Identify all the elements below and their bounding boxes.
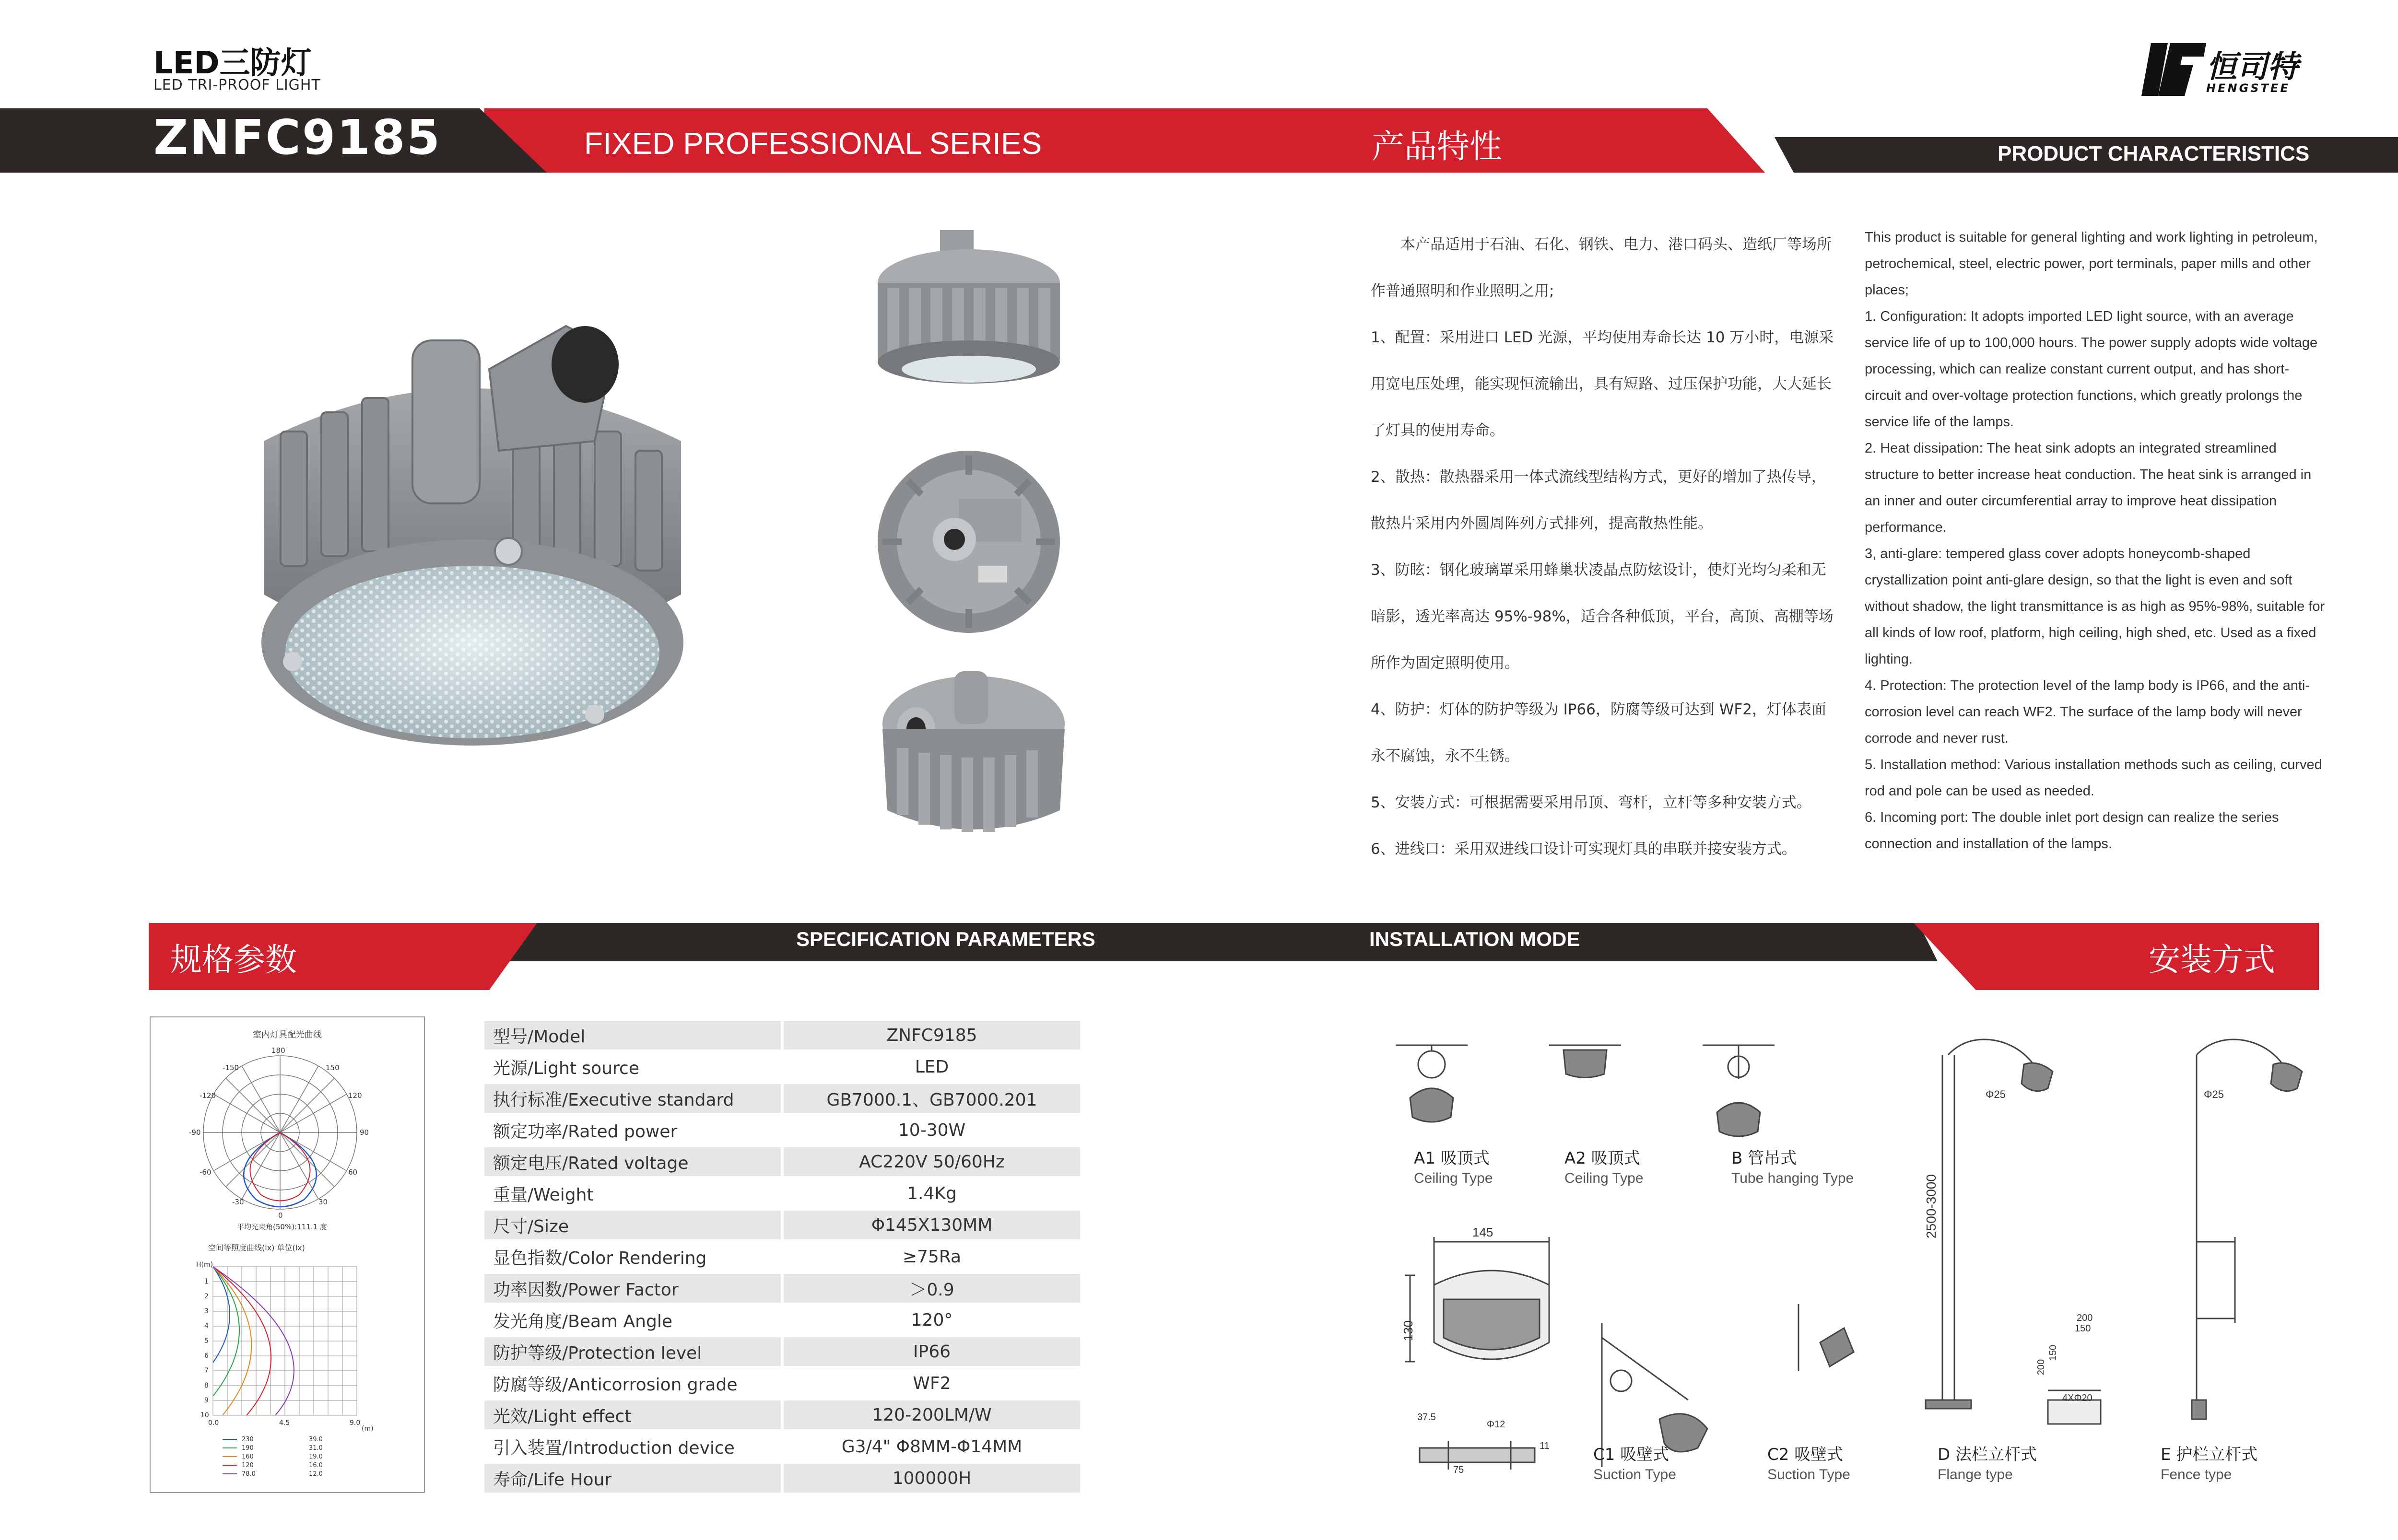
spec-row (484, 1021, 1080, 1050)
polar-angle-label: 30 (318, 1198, 328, 1206)
section-band (0, 923, 2398, 990)
characteristics-cn-item: 6、进线口：采用双进线口设计可实现灯具的串联并接安装方式。 (1371, 840, 1797, 858)
spec-key: 型号/Model (484, 1021, 781, 1050)
dimension-pole-d2: Φ25 (2204, 1088, 2224, 1100)
spec-value: 1.4Kg (781, 1179, 1080, 1208)
characteristics-en-item: 4. Protection: The protection level of the lamp body is IP66, and the anti-corrosion level can reach WF2. The surface of the lamp body will never corrode and never rust. (1865, 678, 2310, 746)
polar-angle-label: -120 (200, 1091, 216, 1100)
polar-angle-label: -150 (223, 1063, 239, 1072)
dimension-base-h: 11 (1540, 1441, 1550, 1451)
spec-value: ≥75Ra (781, 1242, 1080, 1271)
grid-legend-value: 230 (242, 1436, 254, 1443)
install-caption-en: Fence type (2161, 1467, 2232, 1482)
install-caption-en: Ceiling Type (1564, 1170, 1644, 1186)
spec-key: 光源/Light source (493, 1058, 639, 1078)
grid-legend-value: 190 (242, 1445, 254, 1452)
brand-name-en: HENGSTEE (2206, 82, 2290, 95)
hengstee-logo-icon (2137, 38, 2209, 103)
product-top-view-image (868, 446, 1070, 638)
install-caption-en: Suction Type (1767, 1467, 1850, 1482)
install-caption (1414, 1145, 1493, 1187)
spec-key: 光效/Light effect (484, 1400, 781, 1429)
characteristics-en-item: 2. Heat dissipation: The heat sink adopts an integrated streamlined structure to better increase heat conduction. The heat sink is arranged in an inner and outer circumferential array to improve heat dissipation performance. (1865, 441, 2312, 535)
product-side-view-image (863, 225, 1074, 403)
dimension-width: 145 (1472, 1225, 1493, 1239)
grid-legend-value: 31.0 (309, 1445, 323, 1452)
spec-key: 防腐等级/Anticorrosion grade (493, 1375, 738, 1395)
polar-angle-label: 180 (271, 1046, 285, 1055)
install-caption-en: Suction Type (1593, 1467, 1676, 1482)
spec-table (484, 1018, 1080, 1495)
spec-key: 执行标准/Executive standard (484, 1084, 781, 1113)
install-caption (1938, 1441, 2037, 1483)
spec-value: 120° (781, 1306, 1080, 1334)
spec-key: 显色指数/Color Rendering (493, 1248, 707, 1268)
characteristics-title-en: PRODUCT CHARACTERISTICS (1998, 142, 2310, 165)
polar-angle-label: -30 (232, 1198, 244, 1206)
spec-value: ZNFC9185 (781, 1021, 1080, 1050)
grid-y-tick: 3 (204, 1307, 209, 1315)
grid-y-tick: 1 (204, 1278, 209, 1285)
spec-key: 重量/Weight (493, 1185, 594, 1205)
spec-key: 功率因数/Power Factor (484, 1274, 781, 1303)
polar-angle-label: -90 (189, 1128, 201, 1137)
spec-row (484, 1052, 1080, 1081)
grid-y-tick: 10 (200, 1412, 209, 1419)
spec-key: 尺寸/Size (484, 1211, 781, 1239)
polar-light-distribution-chart (151, 1041, 424, 1233)
install-caption (1767, 1441, 1850, 1483)
spec-value: LED (781, 1052, 1080, 1081)
grid-legend-value: 19.0 (309, 1453, 323, 1460)
characteristics-en-item: 3, anti-glare: tempered glass cover adopts honeycomb-shaped crystallization point anti-glare design, so that the light is even and soft without shadow, the light transmittance is as high as 95%-98%, suitable for all kinds of low roof, platform, high ceiling, high shed, etc. Used as a fixed lighting. (1865, 546, 2325, 667)
grid-legend-value: 16.0 (309, 1462, 323, 1469)
characteristics-cn-intro: 本产品适用于石油、石化、钢铁、电力、港口码头、造纸厂等场所作普通照明和作业照明之用; (1371, 236, 1832, 300)
grid-legend-value: 78.0 (242, 1470, 256, 1478)
spec-value: IP66 (781, 1337, 1080, 1366)
spec-row (484, 1211, 1080, 1239)
spec-row (484, 1084, 1080, 1113)
spec-row (484, 1369, 1080, 1398)
grid-y-tick: 5 (204, 1337, 209, 1345)
install-title-cn: 安装方式 (2149, 941, 2275, 978)
grid-legend-value: 39.0 (309, 1436, 323, 1443)
install-caption-cn: C1 吸壁式 (1593, 1445, 1669, 1464)
spec-row (484, 1242, 1080, 1271)
polar-chart-title: 室内灯具配光曲线 (253, 1030, 322, 1040)
characteristics-cn-block (1371, 222, 1836, 873)
spec-value: WF2 (781, 1369, 1080, 1398)
dimension-pole-d1: Φ25 (1986, 1088, 2006, 1100)
model-number: ZNFC9185 (153, 109, 442, 165)
polar-angle-label: 120 (348, 1091, 362, 1100)
spec-value: 120-200LM/W (781, 1400, 1080, 1429)
install-caption (1564, 1145, 1644, 1187)
photometric-charts-panel (150, 1016, 425, 1493)
dimension-base-hole: Φ12 (1487, 1419, 1505, 1430)
grid-y-tick: 4 (204, 1322, 209, 1330)
characteristics-cn-item: 5、安装方式：可根据需要采用吊顶、弯杆，立杆等多种安装方式。 (1371, 794, 1811, 811)
grid-legend-value: 120 (242, 1462, 254, 1469)
grid-legend-value: 12.0 (309, 1470, 323, 1478)
install-caption (2161, 1441, 2257, 1483)
spec-row (484, 1337, 1080, 1366)
spec-row (484, 1306, 1080, 1334)
grid-x-tick: 9.0 (350, 1419, 361, 1427)
install-caption-cn: E 护栏立杆式 (2161, 1445, 2258, 1464)
grid-y-tick: 2 (204, 1293, 209, 1300)
characteristics-en-item: 1. Configuration: It adopts imported LED light source, with an average service life of up to 100,000 hours. The power supply adopts wide voltage processing, which can realize constant current output, and has short-circuit and over-voltage protection functions, which greatly prolongs the service life of the lamps. (1865, 309, 2318, 430)
characteristics-en-item: 6. Incoming port: The double inlet port design can realize the series connection and installation of the lamps. (1865, 810, 2279, 852)
product-angle-view-image (873, 666, 1074, 849)
grid-x-tick: 0.0 (208, 1419, 219, 1427)
dimension-flange-h2: 150 (2048, 1344, 2059, 1361)
install-caption-en: Tube hanging Type (1731, 1170, 1854, 1186)
polar-chart-note: 平均光束角(50%):111.1 度 (237, 1223, 327, 1231)
spec-key: 引入装置/Introduction device (493, 1438, 735, 1458)
characteristics-cn-item: 3、防眩：钢化玻璃罩采用蜂巢状凌晶点防炫设计，使灯光均匀柔和无暗影，透光率高达 95%-98%，适合各种低顶，平台，高顶、高棚等场所作为固定照明使用。 (1371, 561, 1834, 672)
characteristics-en-item: 5. Installation method: Various installation methods such as ceiling, curved rod and pole can be used as needed. (1865, 757, 2322, 799)
polar-angle-label: 0 (278, 1211, 283, 1220)
spec-title-en: SPECIFICATION PARAMETERS (796, 928, 1095, 950)
spec-row (484, 1464, 1080, 1493)
spec-value: Φ145X130MM (781, 1211, 1080, 1239)
spec-row (484, 1400, 1080, 1429)
spec-value: ＞0.9 (781, 1274, 1080, 1303)
spec-row (484, 1274, 1080, 1303)
characteristics-en-block (1865, 224, 2325, 857)
dimension-flange-w: 200 (2077, 1313, 2093, 1323)
spec-row (484, 1432, 1080, 1461)
brand-name-cn: 恒司特 (2206, 49, 2298, 85)
install-title-en: INSTALLATION MODE (1369, 928, 1580, 950)
spec-value: 10-30W (781, 1116, 1080, 1144)
install-caption-en: Ceiling Type (1414, 1170, 1493, 1186)
spec-title-cn: 规格参数 (170, 941, 297, 978)
install-caption-cn: C2 吸壁式 (1767, 1445, 1844, 1464)
dimension-height: 130 (1401, 1320, 1416, 1342)
spec-value: G3/4" Φ8MM-Φ14MM (781, 1432, 1080, 1461)
polar-angle-label: 60 (348, 1168, 358, 1177)
polar-angle-label: 150 (326, 1063, 340, 1072)
spec-value: AC220V 50/60Hz (781, 1147, 1080, 1176)
dimension-pole-height: 2500-3000 (1923, 1174, 1939, 1238)
spec-key: 寿命/Life Hour (484, 1464, 781, 1493)
grid-x-tick: 4.5 (279, 1419, 290, 1427)
install-caption-cn: B 管吊式 (1731, 1149, 1797, 1168)
series-name: FIXED PROFESSIONAL SERIES (584, 126, 1042, 161)
grid-y-tick: 6 (204, 1352, 209, 1360)
grid-y-tick: 8 (204, 1382, 209, 1389)
grid-y-tick: 9 (204, 1397, 209, 1404)
spec-value: GB7000.1、GB7000.201 (781, 1084, 1080, 1113)
spec-row (484, 1147, 1080, 1176)
spec-row (484, 1179, 1080, 1208)
grid-chart-title: 空间等照度曲线(lx) 单位(lx) (208, 1243, 305, 1252)
category-title-en: LED TRI-PROOF LIGHT (153, 77, 321, 93)
install-caption-cn: A2 吸顶式 (1564, 1149, 1640, 1168)
grid-y-axis-label: H(m) (196, 1261, 213, 1269)
install-caption-cn: A1 吸顶式 (1414, 1149, 1490, 1168)
grid-x-axis-label: (m) (362, 1425, 374, 1433)
dimension-base-a: 37.5 (1417, 1412, 1436, 1423)
dimension-base-w: 75 (1453, 1465, 1464, 1475)
spec-key: 额定功率/Rated power (493, 1121, 678, 1142)
grid-y-tick: 7 (204, 1367, 209, 1375)
spec-row (484, 1116, 1080, 1144)
category-title-cn: LED三防灯 (153, 46, 312, 81)
install-caption-en: Flange type (1938, 1467, 2013, 1482)
polar-angle-label: 90 (360, 1128, 369, 1137)
characteristics-cn-item: 4、防护：灯体的防护等级为 IP66，防腐等级可达到 WF2，灯体表面永不腐蚀，永不生锈。 (1371, 701, 1826, 765)
install-caption-cn: D 法栏立杆式 (1938, 1445, 2037, 1464)
characteristics-en-intro: This product is suitable for general lighting and work lighting in petroleum, petrochemical, steel, electric power, port terminals, paper mills and other places; (1865, 230, 2318, 298)
grid-legend-value: 160 (242, 1453, 254, 1460)
install-caption (1593, 1441, 1676, 1483)
dimension-flange-w2: 150 (2075, 1323, 2091, 1334)
product-main-image (201, 297, 777, 777)
dimension-flange-holes: 4XΦ20 (2062, 1393, 2092, 1403)
characteristics-title-cn: 产品特性 (1372, 128, 1503, 166)
characteristics-cn-item: 2、散热：散热器采用一体式流线型结构方式，更好的增加了热传导，散热片采用内外圆周阵列方式排列，提高散热性能。 (1371, 468, 1826, 532)
install-caption (1731, 1145, 1854, 1187)
polar-angle-label: -60 (200, 1168, 212, 1177)
characteristics-cn-item: 1、配置：采用进口 LED 光源，平均使用寿命长达 10 万小时，电源采用宽电压处理，能实现恒流输出，具有短路、过压保护功能，大大延长了灯具的使用寿命。 (1371, 329, 1834, 439)
dimension-flange-h: 200 (2036, 1359, 2047, 1376)
spec-value: 100000H (781, 1464, 1080, 1493)
spec-key: 额定电压/Rated voltage (484, 1147, 781, 1176)
spec-key: 发光角度/Beam Angle (493, 1311, 672, 1331)
isolux-grid-chart (151, 1257, 424, 1487)
spec-key: 防护等级/Protection level (484, 1337, 781, 1366)
